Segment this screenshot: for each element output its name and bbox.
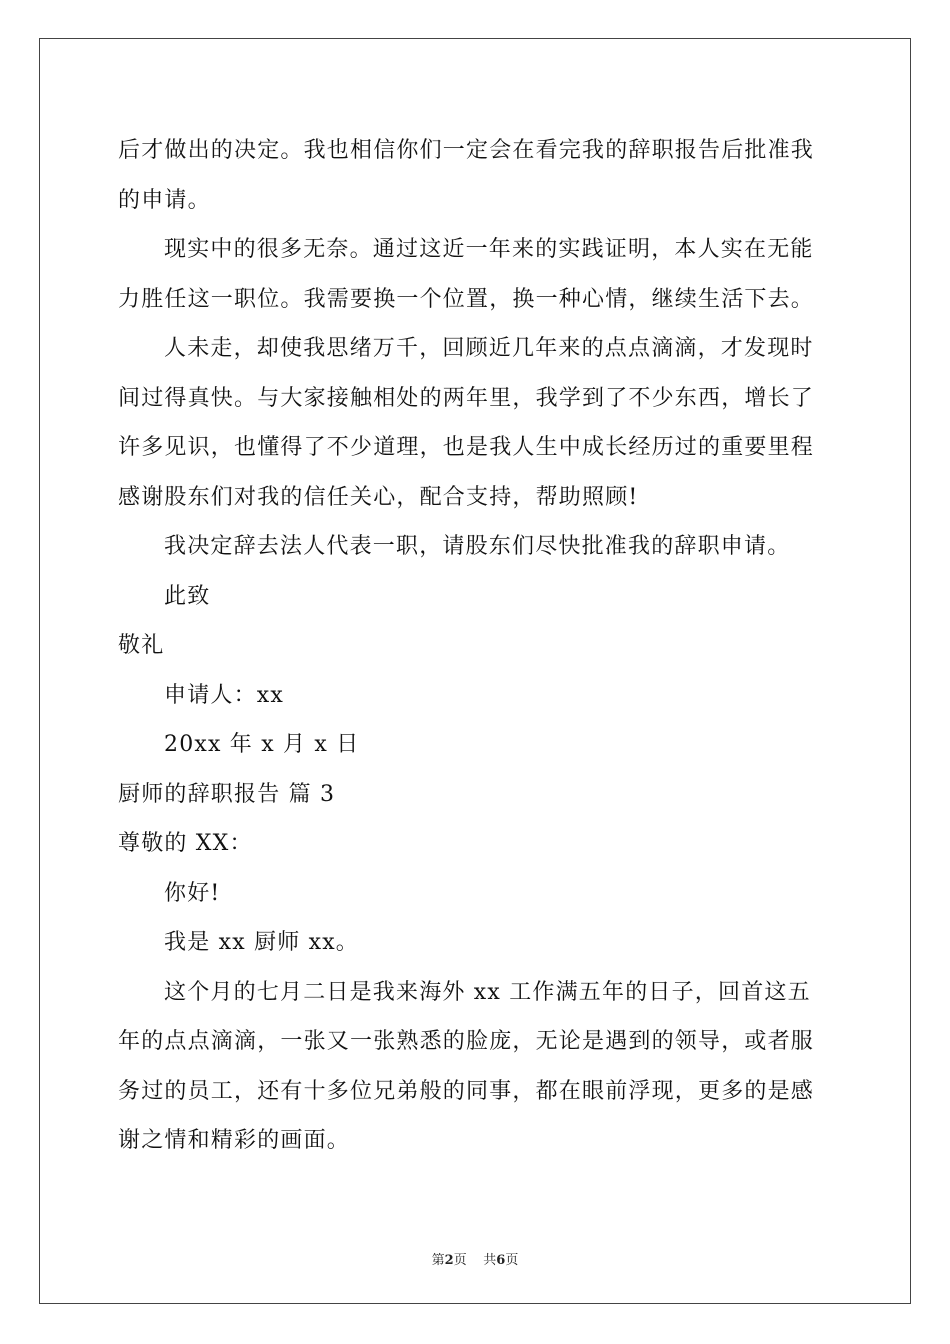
page-suffix: 页 [453,1253,467,1268]
text-line: 我是 xx 厨师 xx。 [164,930,360,955]
text-line: 谢之情和精彩的画面。 [118,1128,351,1153]
text-line: 这个月的七月二日是我来海外 xx 工作满五年的日子，回首这五 [164,979,811,1005]
applicant-signature: 申请人：xx [164,682,285,708]
text-line: 许多见识，也懂得了不少道理，也是我人生中成长经历过的重要里程 [118,435,815,460]
text-line: 年的点点滴滴，一张又一张熟悉的脸庞，无论是遇到的领导，或者服 [118,1029,815,1054]
letter-greeting: 尊敬的 XX： [118,831,253,856]
text-line: 现实中的很多无奈。通过这近一年来的实践证明，本人实在无能 [164,237,814,262]
text-line: 后才做出的决定。我也相信你们一定会在看完我的辞职报告后批准我 [118,138,815,163]
text-line: 间过得真快。与大家接触相处的两年里，我学到了不少东西，增长了 [118,385,815,411]
text-line: 人未走，却使我思绪万千，回顾近几年来的点点滴滴，才发现时 [164,336,814,361]
text-line: 力胜任这一职位。我需要换一个位置，换一种心情，继续生活下去。 [118,286,815,312]
page-footer [0,1249,950,1268]
text-line: 务过的员工，还有十多位兄弟般的同事，都在眼前浮现，更多的是感 [118,1078,815,1104]
text-line: 的申请。 [118,187,211,213]
page-prefix: 第 [431,1253,445,1268]
text-line: 你好! [164,880,221,906]
total-suffix: 页 [505,1253,519,1268]
text-line: 我决定辞去法人代表一职，请股东们尽快批准我的辞职申请。 [164,534,791,559]
current-page-number: 2 [444,1253,454,1268]
text-line: 感谢股东们对我的信任关心，配合支持，帮助照顾! [118,484,639,510]
closing-salutation: 此致 [164,583,211,609]
section-heading: 厨师的辞职报告 篇 3 [118,781,336,807]
total-prefix: 共 [483,1253,497,1268]
signature-date: 20xx 年 x 月 x 日 [164,732,360,757]
closing-respect: 敬礼 [118,633,165,658]
document-body [118,126,838,1166]
total-page-number: 6 [496,1253,506,1268]
